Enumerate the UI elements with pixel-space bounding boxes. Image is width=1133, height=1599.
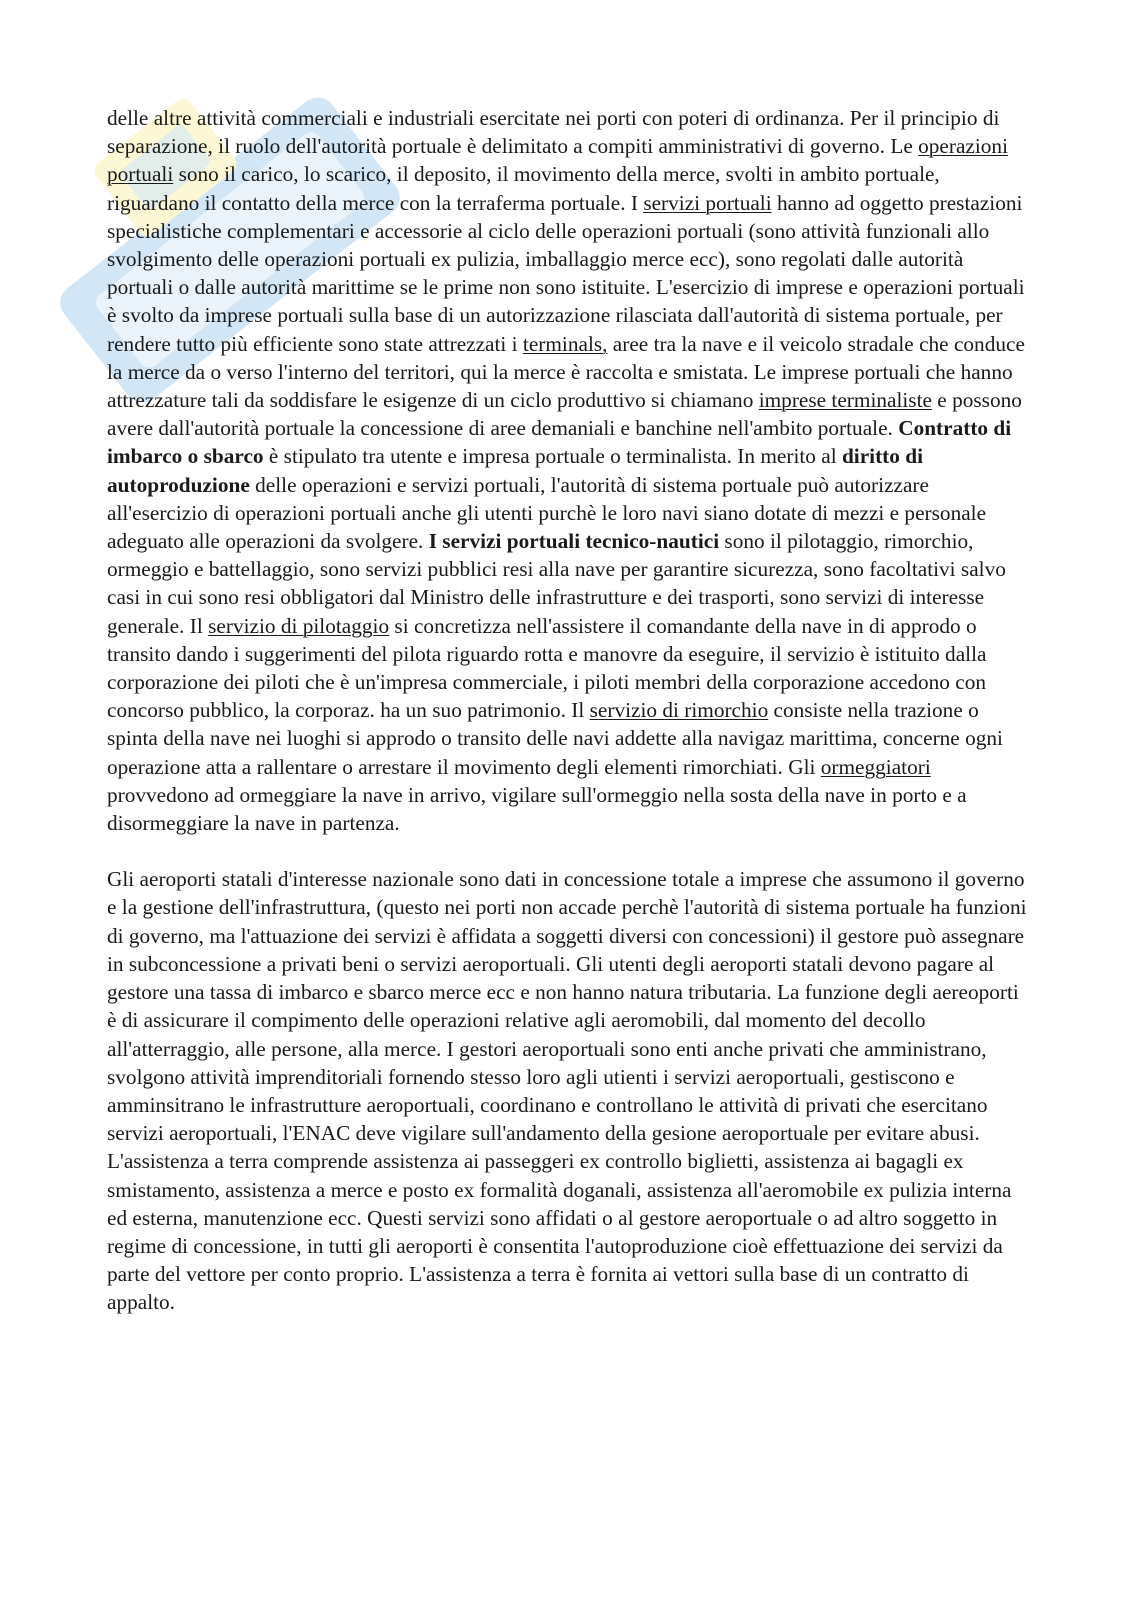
text-run: sono il carico, lo scarico, il deposito, il movimento della merce, svolti in ambito portuale, riguardano il contatto della merce con la terraferma portuale. I xyxy=(107,162,940,215)
text-run: è stipulato tra utente e impresa portuale o terminalista. In merito al xyxy=(263,444,842,469)
term-ormeggiatori: ormeggiatori xyxy=(820,754,931,779)
text-run: e possono avere dall'autorità portuale la concessione di aree demaniali e banchine nell'ambito portuale. xyxy=(107,388,1022,441)
text-run: provvedono ad ormeggiare la nave in arrivo, vigilare sull'ormeggio nella sosta della nave in porto e a disormeggiare la nave in partenza. xyxy=(107,782,967,836)
term-servizi-tecnico-nautici: I servizi portuali tecnico-nautici xyxy=(428,529,720,554)
term-servizio-pilotaggio: servizio di pilotaggio xyxy=(208,613,390,638)
term-servizi-portuali: servizi portuali xyxy=(643,190,772,215)
term-operazioni-portuali: operazioni portuali xyxy=(107,134,1008,187)
text-run: si concretizza nell'assistere il comandante della nave in di approdo o transito dando i suggerimenti del pilota riguardo rotta e manovre da eseguire, il servizio è istituito dalla corporazione dei piloti che è un'impresa commerciale, i piloti membri della corporazione accedono con concorso pubblico, la corporaz. ha un suo patrimonio. Il xyxy=(107,613,987,723)
paragraph-ports xyxy=(107,104,1027,837)
document-page xyxy=(107,104,1027,1317)
term-contratto-imbarco: Contratto di imbarco o sbarco xyxy=(107,416,1012,469)
text-run: aree tra la nave e il veicolo stradale che conduce la merce da o verso l'interno del territori, qui la merce è raccolta e smistata. Le imprese portuali che hanno attrezzature tali da soddisfare le esigenze di un ciclo produttivo si chiamano xyxy=(107,331,1025,413)
text-run: delle altre attività commerciali e industriali esercitate nei porti con poteri di ordinanza. Per il principio di separazione, il ruolo dell'autorità portuale è delimitato a compiti amministrativi di governo. Le xyxy=(107,106,1000,159)
term-diritto-autoproduzione: diritto di autoproduzione xyxy=(107,444,924,497)
term-terminals: terminals, xyxy=(522,331,608,356)
term-imprese-terminaliste: imprese terminaliste xyxy=(758,388,932,413)
text-run: delle operazioni e servizi portuali, l'autorità di sistema portuale può autorizzare all'esercizio di operazioni portuali anche gli utenti purchè le loro navi siano dotate di mezzi e personale adeguato alle operazioni da svolgere. xyxy=(107,472,987,554)
text-run: sono il pilotaggio, rimorchio, ormeggio e battellaggio, sono servizi pubblici resi alla nave per garantire sicurezza, sono facoltativi salvo casi in cui sono resi obbligatori dal Ministro delle infrastrutture e dei trasporti, sono servizi di interesse generale. Il xyxy=(107,529,1006,638)
text-run: consiste nella trazione o spinta della nave nei luoghi si approdo o transito delle navi addette alla navigaz marittima, concerne ogni operazione atta a rallentare o arrestare il movimento degli elementi rimorchiati. Gli xyxy=(107,698,1003,779)
paragraph-airports: Gli aeroporti statali d'interesse nazionale sono dati in concessione totale a imprese che assumono il governo e la gestione dell'infrastruttura, (questo nei porti non accade perchè l'autorità di sistema portuale ha funzioni di governo, ma l'attuazione dei servizi è affidata a soggetti diversi con concessioni) il gestore può assegnare in subconcessione a privati beni o servizi aeroportuali. Gli utenti degli aeroporti statali devono pagare al gestore una tassa di imbarco e sbarco merce ecc e non hanno natura tributaria. La funzione degli aereoporti è di assicurare il compimento delle operazioni relative agli aeromobili, dal momento del decollo all'atterraggio, alle persone, alla merce. I gestori aeroportuali sono enti anche privati che amministrano, svolgono attività imprenditoriali fornendo stesso loro agli utienti i servizi aeroportuali, gestiscono e amminsitrano le infrastrutture aeroportuali, coordinano e controllano le attività di privati che esercitano servizi aeroportuali, l'ENAC deve vigilare sull'andamento della gesione aeroportuale per evitare abusi. L'assistenza a terra comprende assistenza ai passeggeri ex controllo biglietti, assistenza ai bagagli ex smistamento, assistenza a merce e posto ex formalità doganali, assistenza all'aeromobile ex pulizia interna ed esterna, manutenzione ecc. Questi servizi sono affidati o al gestore aeroportuale o ad altro soggetto in regime di concessione, in tutti gli aeroporti è consentita l'autoproduzione cioè effettuazione dei servizi da parte del vettore per conto proprio. L'assistenza a terra è fornita ai vettori sulla base di un contratto di appalto. xyxy=(107,867,1027,1315)
text-run: hanno ad oggetto prestazioni specialistiche complementari e accessorie al ciclo delle operazioni portuali (sono attività funzionali allo svolgimento delle operazioni portuali ex pulizia, imballaggio merce ecc), sono regolati dalle autorità portuali o dalle autorità marittime se le prime non sono istituite. L'esercizio di imprese e operazioni portuali è svolto da imprese portuali sulla base di un autorizzazione rilasciata dall'autorità di sistema portuale, per rendere tutto più efficiente sono state attrezzati i xyxy=(107,190,1025,356)
term-servizio-rimorchio: servizio di rimorchio xyxy=(589,698,769,723)
